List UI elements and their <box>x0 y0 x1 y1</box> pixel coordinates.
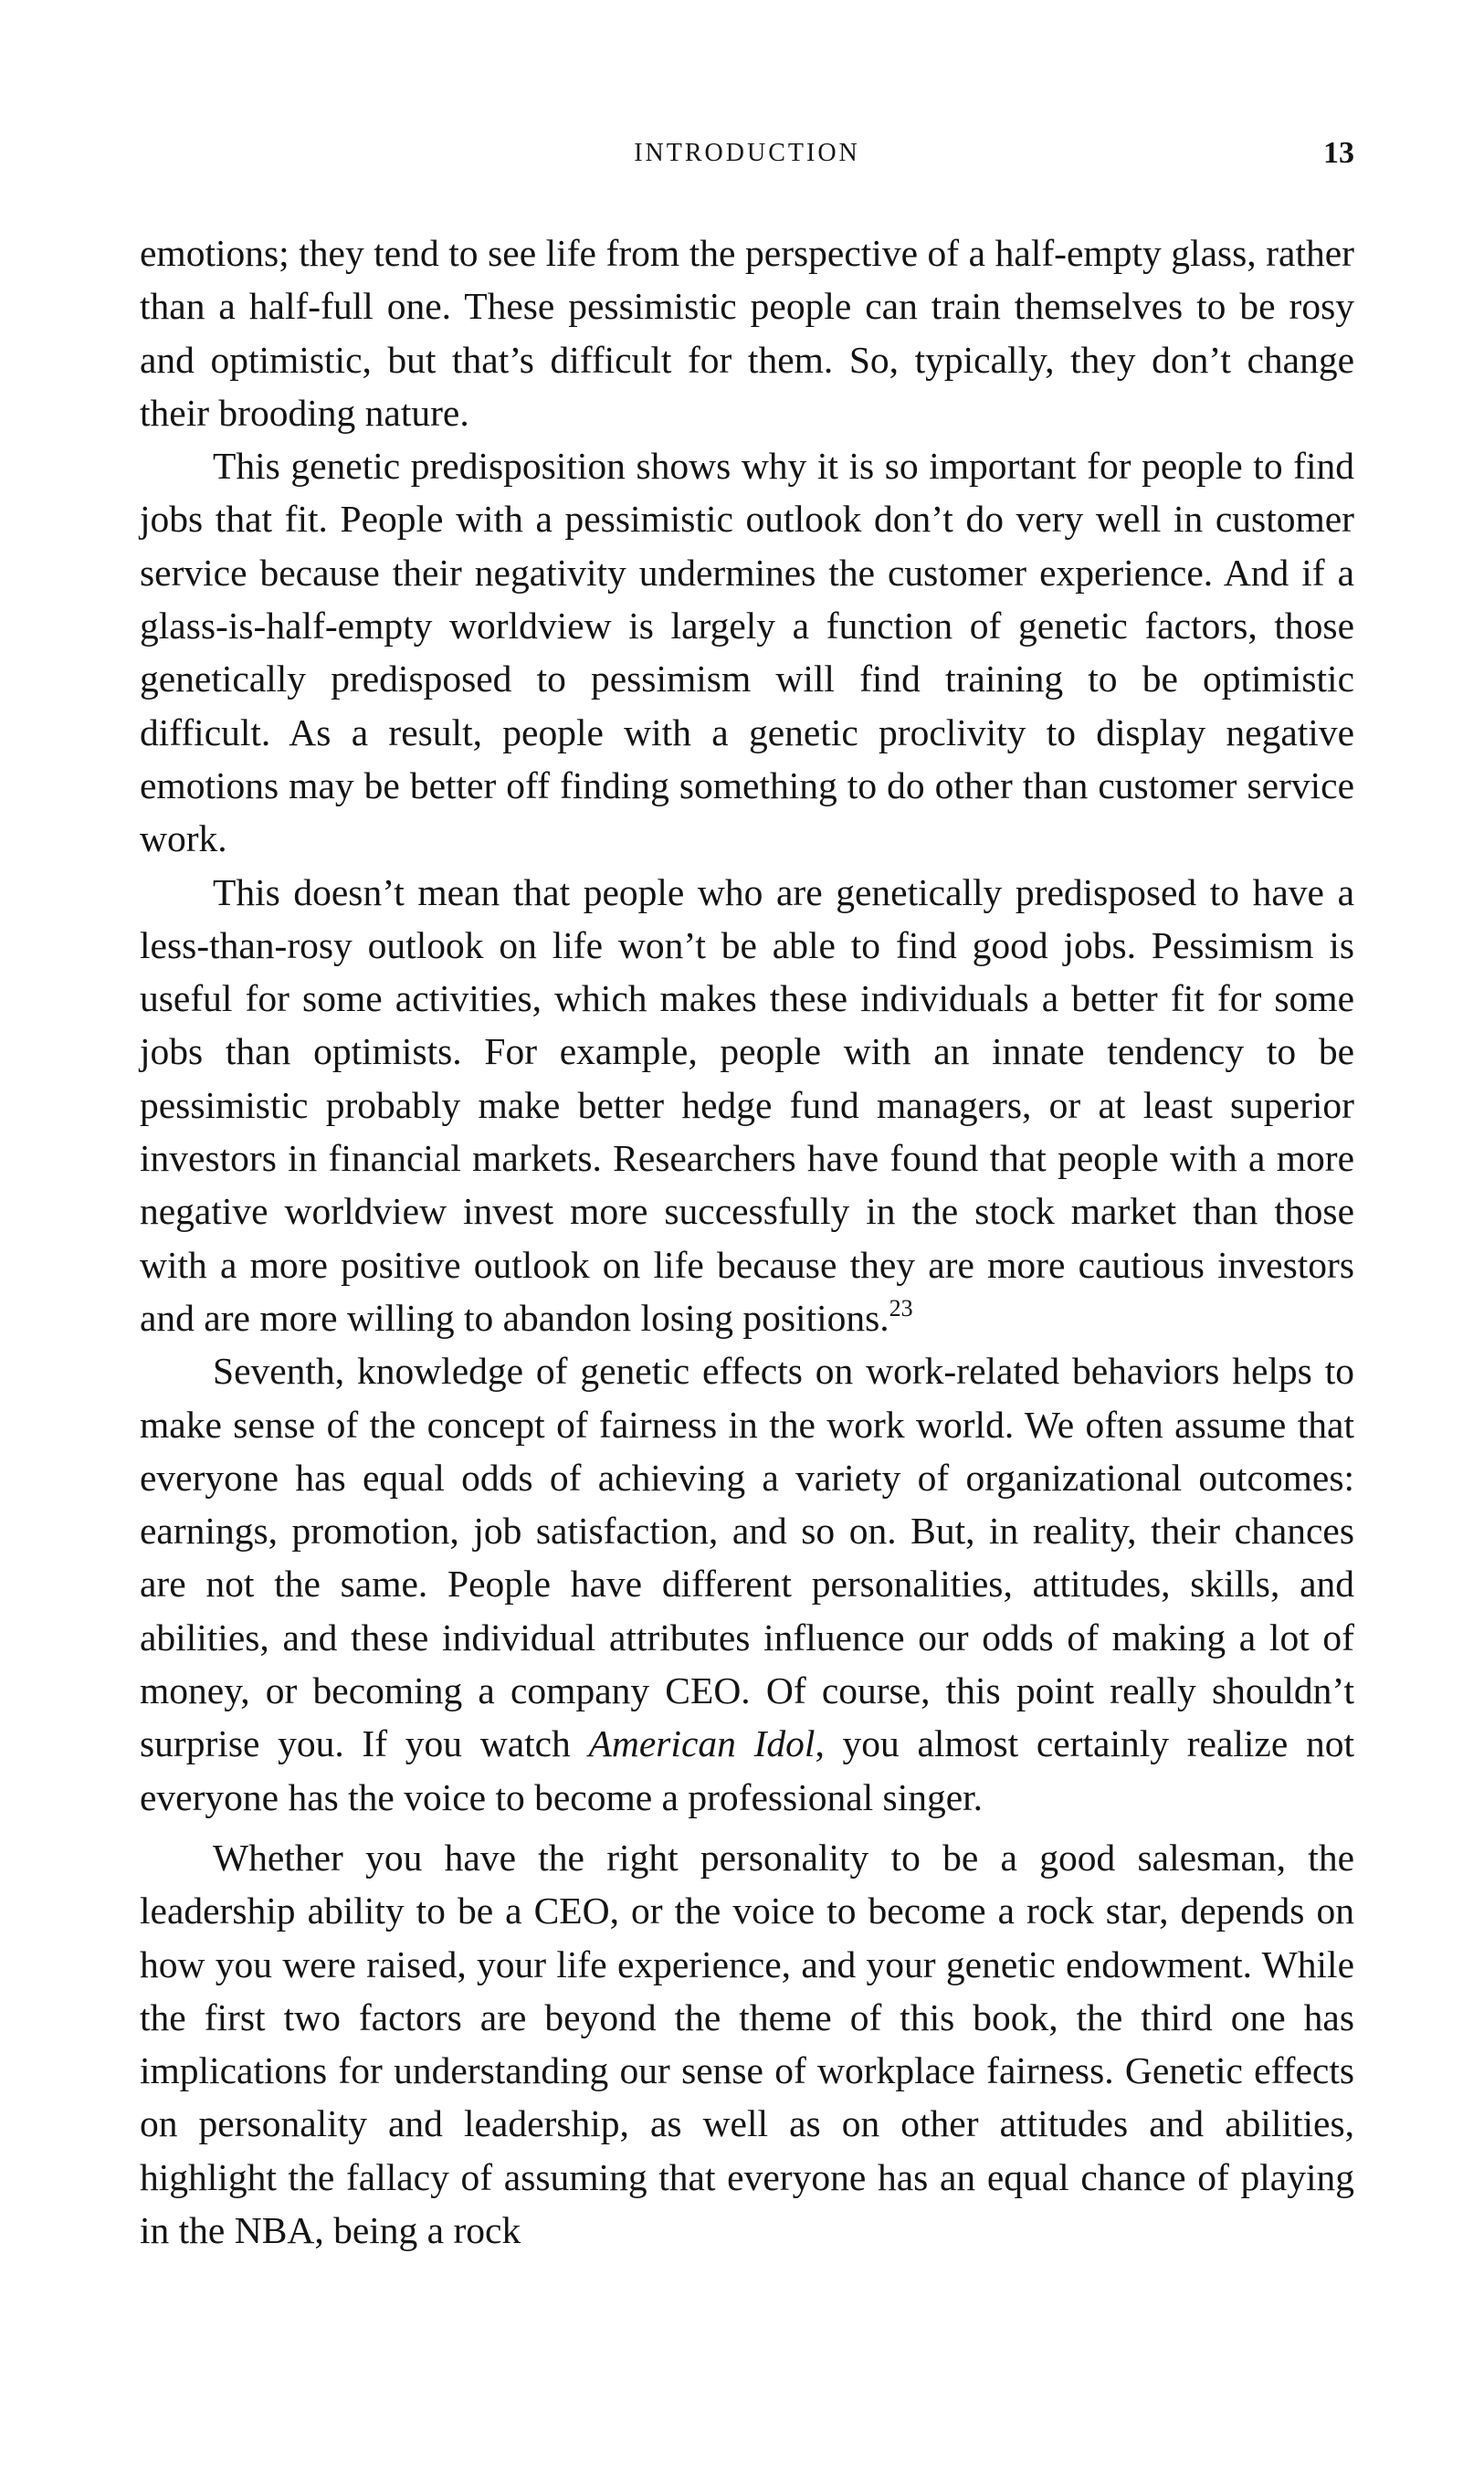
paragraph-4-text-start: Seventh, knowledge of genetic effects on work-related behaviors helps to make sense of the concept of fairness in the work world. We often assume that everyone has equal odds of achieving a variety of organizational outcomes: earnings, promotion, job satisfaction, and so on. But, in reality, their chances are not the same. People have different personalities, attitudes, skills, and abilities, and these individual attributes influence our odds of making a lot of money, or becoming a company CEO. Of course, this point really shouldn’t surprise you. If you watch <box>140 1350 1354 1765</box>
paragraph-5: Whether you have the right personality to be a good salesman, the leadership ability to be a CEO, or the voice to become a rock star, depends on how you were raised, your life experience, and your genetic endowment. While the first two factors are beyond the theme of this book, the third one has implications for understanding our sense of workplace fairness. Genetic effects on personality and leadership, as well as on other attitudes and abilities, highlight the fallacy of assuming that everyone has an equal chance of playing in the NBA, being a rock <box>140 1836 1354 2251</box>
running-title: INTRODUCTION <box>634 139 860 167</box>
running-head <box>140 135 1354 172</box>
page-number: 13 <box>1323 136 1354 170</box>
paragraph-4 <box>140 1344 1354 1824</box>
paragraph-4-text-end: , you almost certainly realize not everyone has the voice to become a professional singer. <box>140 1722 1355 1818</box>
italic-title: American Idol <box>588 1722 816 1765</box>
footnote-reference: 23 <box>889 1294 913 1321</box>
paragraph-3-text: This doesn’t mean that people who are genetically predisposed to have a less-than-rosy outlook on life won’t be able to find good jobs. Pessimism is useful for some activities, which makes these individuals a better fit for some jobs than optimists. For example, people with an innate tendency to be pessimistic probably make better hedge fund managers, or at least superior investors in financial markets. Researchers have found that people with a more negative worldview invest more successfully in the stock market than those with a more positive outlook on life because they are more cautious investors and are more willing to abandon losing positions. <box>140 870 1354 1339</box>
paragraph-1: emotions; they tend to see life from the perspective of a half-empty glass, rather than a half-full one. These pessimistic people can train themselves to be rosy and optimistic, but that’s difficult for them. So, typically, they don’t change their brooding nature. <box>140 232 1354 434</box>
paragraph-3 <box>140 866 1354 1345</box>
paragraph-2: This genetic predisposition shows why it is so important for people to find jobs that fit. People with a pessimistic outlook don’t do very well in customer service because their negativity undermines the customer experience. And if a glass-is-half-empty worldview is largely a function of genetic factors, those genetically predisposed to pessimism will find training to be optimistic difficult. As a result, people with a genetic proclivity to display negative emotions may be better off finding something to do other than customer service work. <box>140 445 1354 860</box>
body-text <box>140 226 1354 2257</box>
